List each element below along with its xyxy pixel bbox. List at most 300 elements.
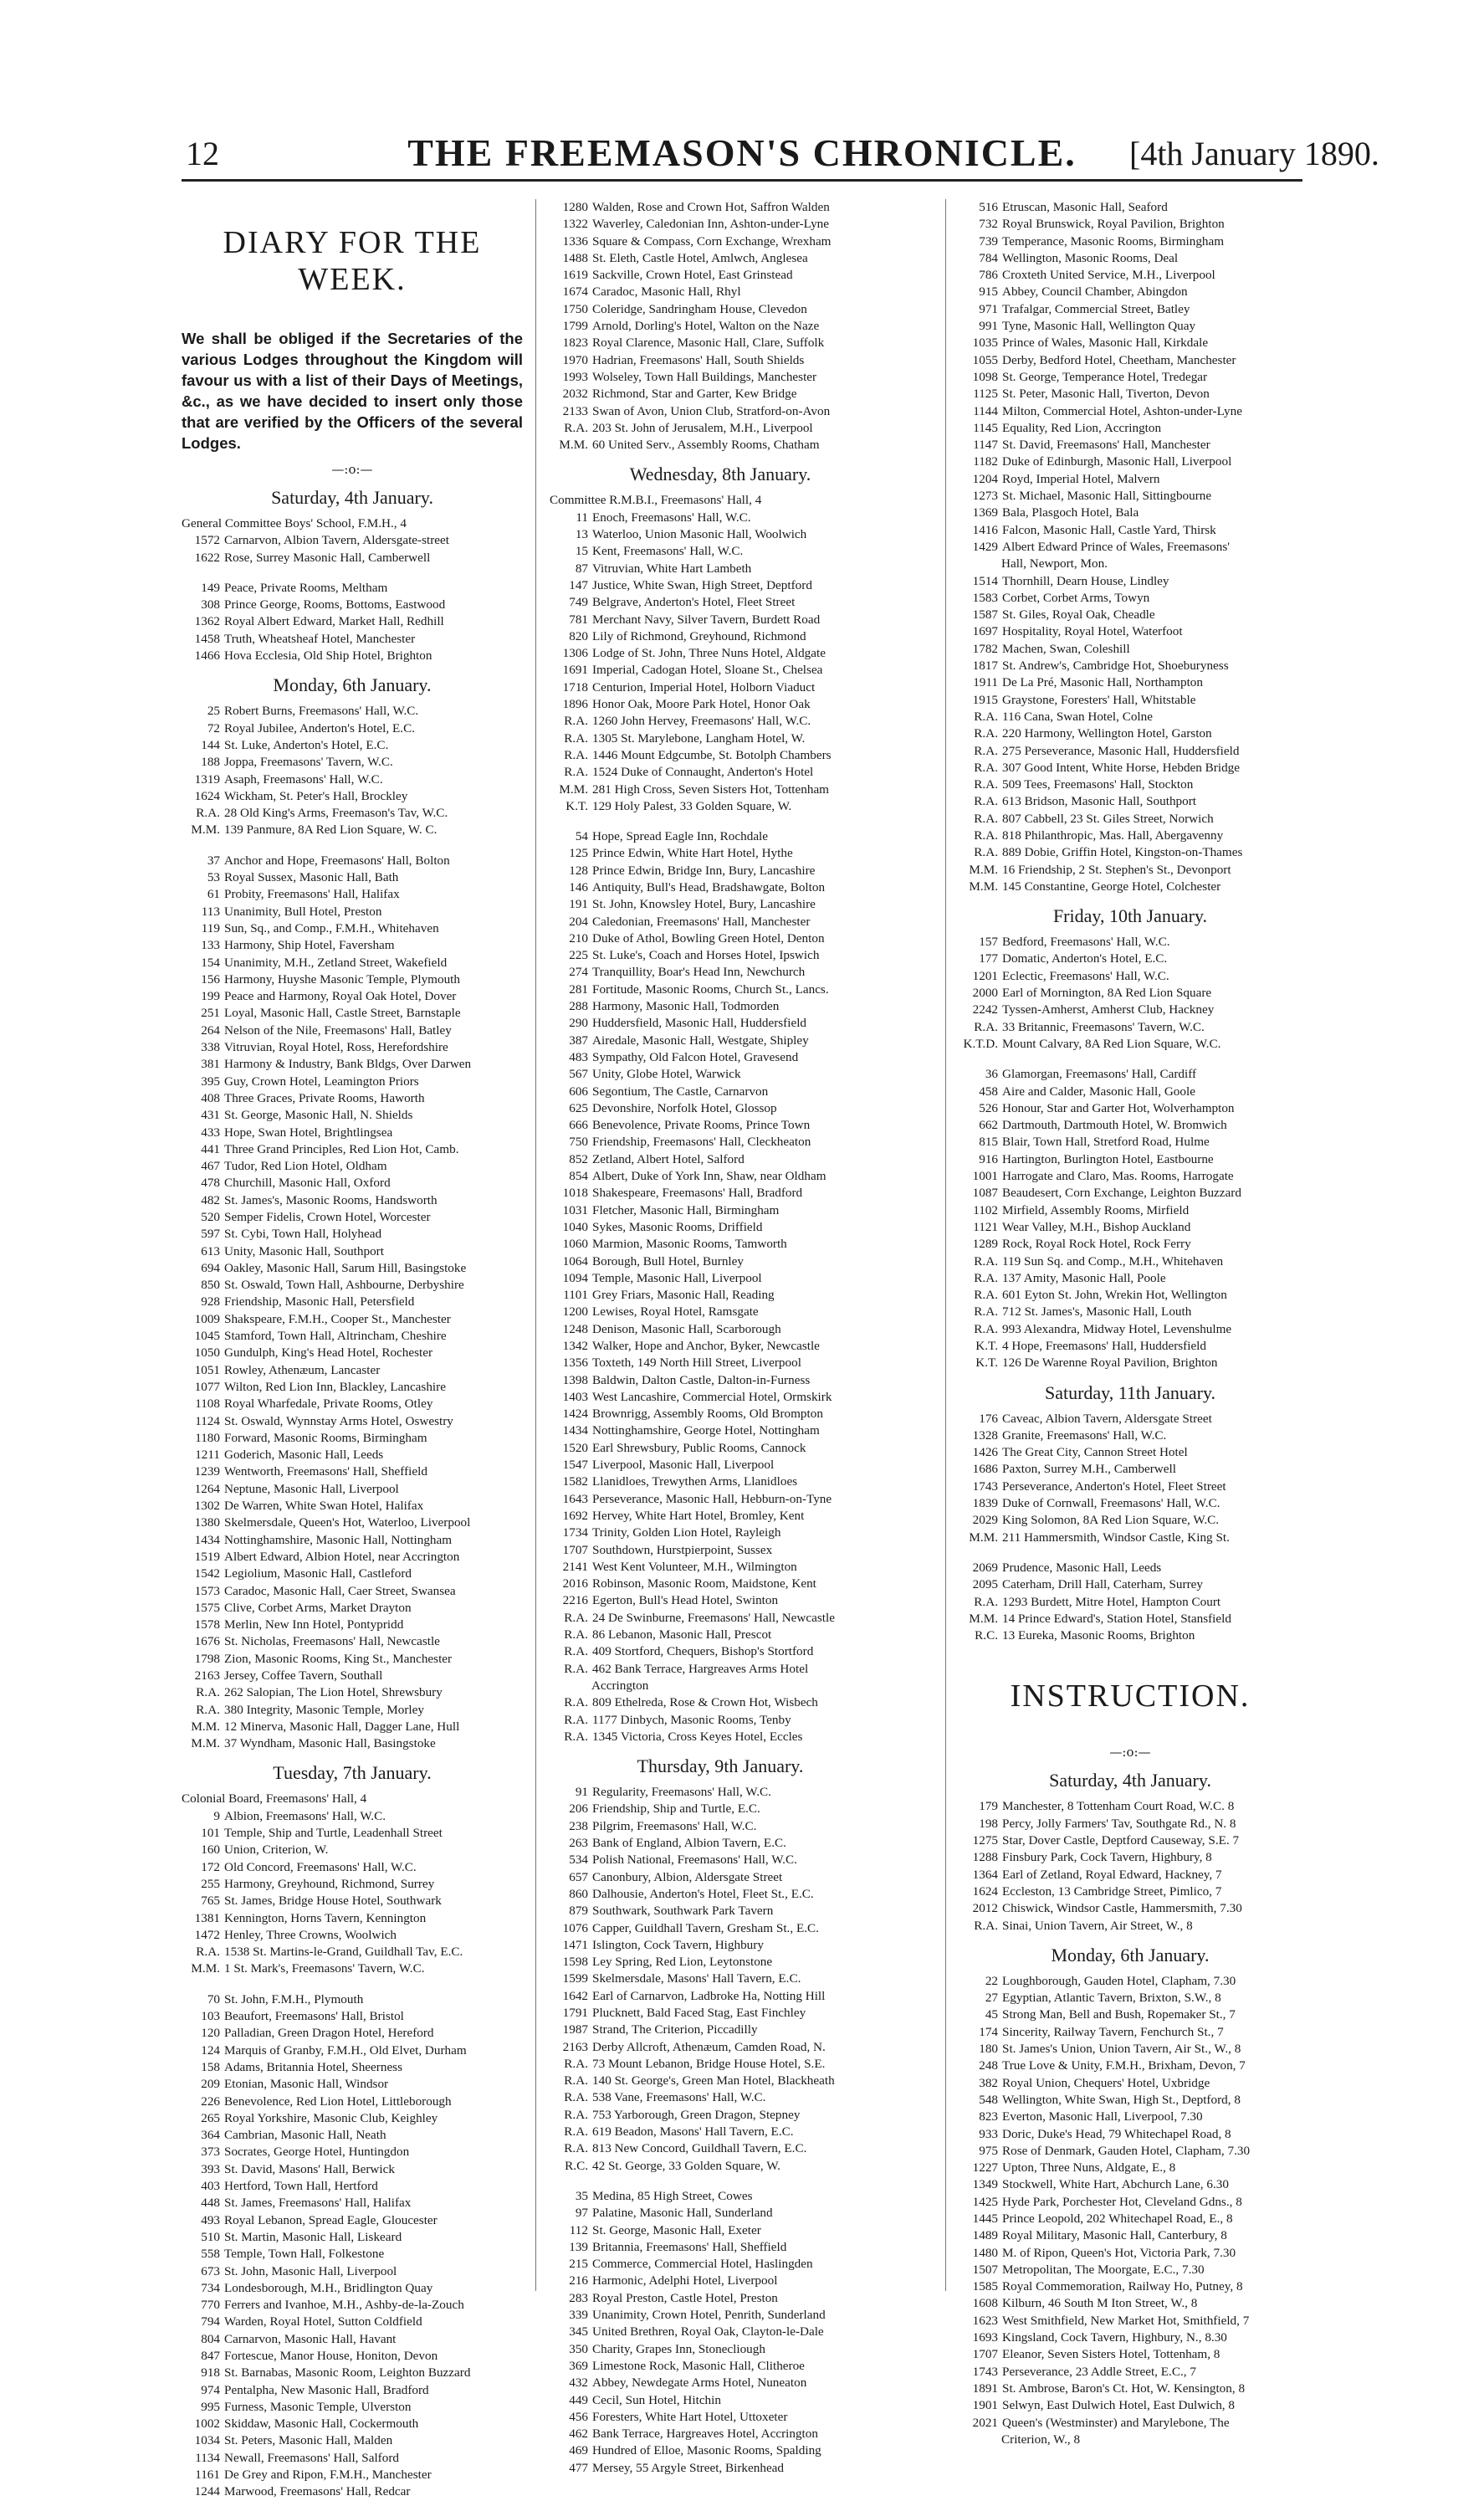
lodge-entry [959,2381,1301,2397]
lodge-entry [550,199,891,216]
lodge-entry [182,1294,523,1310]
lodge-number: R.A. [974,828,998,843]
lodge-details: Churchill, Masonic Hall, Oxford [224,1176,391,1191]
lodge-entry [550,679,891,696]
lodge-entry [550,2460,891,2477]
lodge-entry [550,1100,891,1117]
lodge-details: Hyde Park, Porchester Hot, Cleveland Gdns., 8 [1002,2194,1242,2209]
lodge-entry [959,879,1301,895]
lodge-entry [550,2239,891,2256]
lodge-number: 1180 [195,1430,220,1445]
lodge-details: Earl of Carnarvon, Ladbroke Ha, Notting Hill [592,1988,826,2003]
lodge-number: R.A. [564,1627,588,1643]
lodge-number: 113 [201,904,220,919]
lodge-details: St. Michael, Masonic Hall, Sittingbourne [1002,489,1212,504]
lodge-number: 1051 [194,1362,220,1377]
lodge-number: 87 [575,561,588,576]
lodge-entry [550,1033,891,1049]
lodge-number: K.T.D. [963,1036,998,1051]
lodge-entry [182,2432,523,2449]
lodge-entry [959,2227,1301,2244]
lodge-details: Etruscan, Masonic Hall, Seaford [1002,200,1168,214]
lodge-number: 112 [569,2222,588,2237]
lodge-details: Albert Edward, Albion Hotel, near Accrington [224,1549,460,1564]
lodge-entry [182,1549,523,1566]
lodge-number: 1547 [562,1458,588,1473]
lodge-number: 606 [569,1084,588,1099]
lodge-details: Kingsland, Cock Tavern, Highbury, N., 8.30 [1002,2330,1227,2345]
lodge-details: Marmion, Masonic Rooms, Tamworth [592,1237,787,1252]
lodge-number: 1001 [972,1169,998,1184]
lodge-entry [182,1481,523,1498]
lodge-details: M. of Ripon, Queen's Hot, Victoria Park, 7.30 [1002,2245,1236,2260]
lodge-entry [959,623,1301,640]
lodge-entry [182,1532,523,1549]
lodge-number: 1750 [562,301,588,316]
lodge-entry [182,1379,523,1396]
lodge-details: Trinity, Golden Lion Hotel, Rayleigh [592,1525,781,1540]
lodge-list [959,1560,1301,1644]
lodge-details: 993 Alexandra, Midway Hotel, Levenshulme [1002,1321,1232,1336]
lodge-number: 510 [201,2229,220,2244]
page-number: 12 [186,135,219,172]
instruction-separator: —:o:— [1109,1745,1151,1760]
lodge-entry [550,2290,891,2307]
lodge-entry [182,1808,523,1825]
lodge-entry [182,1362,523,1379]
lodge-details: Nelson of the Nile, Freemasons' Hall, Batley [224,1022,452,1038]
lodge-number: 283 [569,2290,588,2305]
lodge-number: 154 [201,955,220,970]
lodge-details: Falcon, Masonic Hall, Castle Yard, Thirsk [1002,522,1216,537]
lodge-details: Wilton, Red Lion Inn, Blackley, Lancashire [224,1379,446,1394]
lodge-entry [959,1411,1301,1427]
lodge-number: 483 [569,1049,588,1064]
lodge-details: Southdown, Hurstpierpoint, Sussex [592,1542,773,1557]
lodge-entry [550,1202,891,1219]
lodge-number: 158 [201,2059,220,2074]
lodge-details: 86 Lebanon, Masonic Hall, Prescot [592,1627,772,1643]
lodge-details: Devonshire, Norfolk Hotel, Glossop [592,1100,777,1115]
lodge-entry [959,437,1301,454]
lodge-entry [550,318,891,335]
lodge-entry [959,2211,1301,2227]
instruction-heading: INSTRUCTION. [1010,1678,1251,1714]
lodge-number: 915 [979,284,998,300]
lodge-entry [959,505,1301,521]
lodge-entry [550,1406,891,1422]
lodge-number: 732 [979,217,998,232]
lodge-details: Tyne, Masonic Hall, Wellington Quay [1002,319,1196,334]
lodge-entry [959,1990,1301,2006]
lodge-details: Trafalgar, Commercial Street, Batley [1002,301,1190,316]
lodge-list [182,515,523,566]
lodge-details: Albert Edward Prince of Wales, Freemasons' [1002,539,1231,554]
lodge-details: Hundred of Elloe, Masonic Rooms, Spalding [592,2443,821,2458]
lodge-number: 1201 [972,968,998,983]
lodge-number: 1489 [972,2228,998,2243]
lodge-details: Cecil, Sun Hotel, Hitchin [592,2392,721,2407]
lodge-details: St. Martin, Masonic Hall, Liskeard [224,2229,402,2244]
lodge-number: R.A. [564,2141,588,2156]
lodge-number: 206 [569,1801,588,1817]
lodge-details: Earl Shrewsbury, Public Rooms, Cannock [592,1440,806,1455]
lodge-entry [959,1530,1301,1546]
lodge-entry [550,1661,891,1678]
lodge-details: Gundulph, King's Head Hotel, Rochester [224,1345,433,1361]
lodge-list [959,1411,1301,1546]
lodge-number: 1077 [194,1379,220,1394]
lodge-entry [550,561,891,577]
lodge-details: Britannia, Freemasons' Hall, Sheffield [592,2239,787,2254]
lodge-details: Sykes, Masonic Rooms, Driffield [592,1219,763,1234]
lodge-entry [550,2056,891,2073]
lodge-details: Blair, Town Hall, Stretford Road, Hulme [1002,1135,1210,1150]
lodge-number: 288 [569,999,588,1014]
lodge-details: Unity, Globe Hotel, Warwick [592,1067,741,1082]
lodge-entry [550,1321,891,1338]
lodge-number: 820 [569,628,588,643]
lodge-number: 387 [569,1033,588,1048]
lodge-entry [959,284,1301,300]
lodge-details: Wickham, St. Peter's Hall, Brockley [224,788,408,803]
lodge-details: Kennington, Horns Tavern, Kennington [224,1910,427,1925]
lodge-list [182,1791,523,1977]
lodge-entry [959,318,1301,335]
lodge-details: Royal Brunswick, Royal Pavilion, Brighton [1002,217,1225,232]
lodge-details: 1524 Duke of Connaught, Anderton's Hotel [592,765,814,780]
lodge-entry [550,1988,891,2005]
lodge-list [182,580,523,664]
lodge-entry [959,2024,1301,2041]
lodge-entry [182,597,523,613]
lodge-details: Caradoc, Masonic Hall, Rhyl [592,284,741,300]
lodge-details: St. David, Freemasons' Hall, Manchester [1002,438,1210,453]
lodge-number: 433 [201,1125,220,1140]
lodge-details: Unanimity, Crown Hotel, Penrith, Sunderland [592,2308,826,2323]
diary-intro: We shall be obliged if the Secretaries of the various Lodges throughout the Kingdom will favour us with a list of their Days of Meetings, &c., as we have decided to insert only those that are verified by the Officers of the several Lodges. [182,330,523,452]
lodge-entry [182,904,523,920]
lodge-details: Croxteth United Service, M.H., Liverpool [1002,268,1215,283]
lodge-number: R.C. [975,1628,998,1643]
lodge-number: 879 [569,1904,588,1919]
lodge-entry [959,951,1301,967]
publication-title: THE FREEMASON'S CHRONICLE. [407,131,1077,174]
day-heading: Saturday, 11th January. [1044,1381,1216,1403]
lodge-details: Derby, Bedford Hotel, Cheetham, Manchester [1002,352,1236,367]
lodge-entry [550,420,891,437]
lodge-entry [550,1253,891,1270]
lodge-details: Kent, Freemasons' Hall, W.C. [592,544,744,559]
lodge-entry [550,2341,891,2358]
lodge-entry [182,2348,523,2365]
section-gap [182,1978,523,1991]
lodge-entry [959,641,1301,658]
lodge-number: R.A. [974,1594,998,1609]
lodge-entry [550,1304,891,1320]
lodge-number: 1707 [562,1542,588,1557]
lodge-details: Stockwell, White Hart, Abchurch Lane, 6.30 [1002,2177,1229,2192]
lodge-number: 339 [569,2308,588,2323]
lodge-number: 1799 [562,319,588,334]
day-heading: Monday, 6th January. [1051,1944,1210,1965]
lodge-entry: Committee R.M.B.I., Freemasons' Hall, 4 [550,493,762,508]
lodge-entry [550,782,891,798]
lodge-details: Prince of Wales, Masonic Hall, Kirkdale [1002,336,1209,351]
lodge-entry [182,2399,523,2416]
lodge-details: Hertford, Town Hall, Hertford [224,2179,378,2194]
lodge-number: 558 [201,2247,220,2262]
lodge-number: 786 [979,268,998,283]
lodge-number: R.A. [974,845,998,860]
lodge-entry [550,628,891,645]
lodge-number: 9 [213,1808,220,1823]
lodge-entry [550,1084,891,1100]
lodge-list [182,853,523,1753]
lodge-number: 381 [201,1057,220,1072]
lodge-entry [959,1236,1301,1253]
diary-heading: DIARY FOR THE WEEK. [223,225,482,297]
lodge-number: 850 [201,1278,220,1293]
lodge-number: 852 [569,1151,588,1166]
lodge-entry [550,1355,891,1371]
lodge-entry [550,696,891,713]
lodge-entry [182,1735,523,1752]
lodge-number: 991 [979,319,998,334]
lodge-details: Cambrian, Masonic Hall, Neath [224,2128,386,2143]
lodge-number: 215 [569,2257,588,2272]
lodge-number: 916 [979,1151,998,1166]
lodge-details: Royal Wharfedale, Private Rooms, Otley [224,1397,433,1412]
lodge-number: 1599 [562,1971,588,1986]
lodge-number: 1147 [973,438,998,453]
lodge-details: Harmony, Greyhound, Richmond, Surrey [224,1876,435,1891]
lodge-details: Dartmouth, Dartmouth Hotel, W. Bromwich [1002,1118,1227,1133]
lodge-entry [550,930,891,947]
lodge-details: King Solomon, 8A Red Lion Square, W.C. [1002,1513,1220,1528]
lodge-number: 1108 [195,1397,220,1412]
lodge-entry [182,1859,523,1876]
lodge-number: R.A. [564,1695,588,1710]
lodge-details: Royal Lebanon, Spread Eagle, Gloucester [224,2212,438,2227]
lodge-entry [550,526,891,543]
lodge-details: Metropolitan, The Moorgate, E.C., 7.30 [1002,2262,1205,2277]
lodge-number: 918 [201,2365,220,2381]
lodge-number: 1342 [562,1339,588,1353]
lodge-number: 1322 [562,217,588,232]
lodge-entry [182,1825,523,1842]
lodge-details: St. George, Masonic Hall, Exeter [592,2222,761,2237]
lodge-entry [182,2195,523,2211]
lodge-entry [182,2297,523,2314]
lodge-entry [182,1651,523,1668]
lodge-entry [550,301,891,318]
lodge-entry [550,1236,891,1253]
lodge-details: Mersey, 55 Argyle Street, Birkenhead [592,2460,785,2475]
lodge-details: St. James's Union, Union Tavern, Air St., W., 8 [1002,2042,1241,2057]
lodge-entry [550,335,891,351]
lodge-details: Nottinghamshire, Masonic Hall, Nottingham [224,1532,453,1547]
lodge-list [959,1798,1301,1934]
lodge-number: 750 [569,1135,588,1150]
lodge-entry [959,1461,1301,1478]
lodge-list-right [959,199,1301,1644]
lodge-entry [959,968,1301,985]
lodge-details: Fortitude, Masonic Rooms, Church St., Lancs. [592,981,829,997]
lodge-number: R.A. [564,420,588,435]
lodge-number: 1356 [562,1356,588,1371]
lodge-number: 1306 [562,646,588,661]
lodge-number: 1018 [562,1186,588,1201]
lodge-details: Robert Burns, Freemasons' Hall, W.C. [224,704,419,719]
lodge-details: West Kent Volunteer, M.H., Wilmington [592,1559,797,1574]
lodge-entry [550,798,891,815]
lodge-number: 1573 [194,1583,220,1598]
lodge-entry [959,1973,1301,1990]
lodge-entry [182,2246,523,2263]
lodge-number: 124 [201,2042,220,2058]
lodge-details: 307 Good Intent, White Horse, Hebden Bridge [1002,760,1241,775]
lodge-number: 1734 [562,1525,588,1540]
lodge-entry [182,1175,523,1192]
lodge-number: 54 [575,829,588,844]
lodge-details: Belgrave, Anderton's Hotel, Fleet Street [592,595,796,610]
lodge-number: R.A. [564,2090,588,2105]
lodge-details: Old Concord, Freemasons' Hall, W.C. [224,1859,417,1874]
lodge-details: 37 Wyndham, Masonic Hall, Basingstoke [224,1736,436,1751]
lodge-details: West Smithfield, New Market Hot, Smithfield, 7 [1002,2313,1250,2328]
lodge-entry [959,1270,1301,1287]
lodge-details: 889 Dobie, Griffin Hotel, Kingston-on-Thames [1002,845,1243,860]
lodge-number: 199 [201,989,220,1004]
lodge-number: 1598 [562,1955,588,1970]
lodge-entry [959,2245,1301,2262]
lodge-details: Caradoc, Masonic Hall, Caer Street, Swansea [224,1583,456,1598]
lodge-number: 174 [979,2024,998,2039]
lodge-entry [550,2158,891,2175]
lodge-number: 1045 [194,1329,220,1344]
lodge-entry [182,869,523,886]
lodge-entry [182,2331,523,2348]
day-heading: Saturday, 4th January. [1049,1770,1211,1791]
lodge-number: R.A. [564,1712,588,1727]
lodge-details: Friendship, Freemasons' Hall, Cleckheaton [592,1135,811,1150]
lodge-number: 248 [979,2058,998,2073]
lodge-entry [550,2409,891,2426]
lodge-details: 601 Eyton St. John, Wrekin Hot, Wellington [1002,1288,1227,1303]
lodge-number: 469 [569,2443,588,2458]
lodge-entry [550,1219,891,1236]
lodge-number: R.A. [974,794,998,809]
lodge-details: Hospitality, Royal Hotel, Waterfoot [1002,624,1183,639]
lodge-details: St. Eleth, Castle Hotel, Amlwch, Anglesea [592,250,808,265]
lodge-number: 1993 [562,369,588,384]
lodge-list [182,703,523,838]
lodge-number: 1424 [562,1407,588,1422]
lodge-details: The Great City, Cannon Street Hotel [1002,1445,1188,1460]
lodge-number: 520 [201,1209,220,1224]
lodge-number: 149 [201,580,220,595]
lodge-details: Palatine, Masonic Hall, Sunderland [592,2206,773,2221]
lodge-details: St. Andrew's, Cambridge Hot, Shoeburyness [1002,659,1229,674]
lodge-details: Hartington, Burlington Hotel, Eastbourne [1002,1151,1214,1166]
lodge-entry [959,1168,1301,1185]
lodge-entry [959,250,1301,267]
lodge-number: 53 [207,870,220,885]
lodge-entry [959,590,1301,607]
lodge-entry [550,1185,891,1202]
lodge-list [959,934,1301,1053]
lodge-entry [550,369,891,386]
lodge-entry [550,2426,891,2442]
lodge-entry [959,352,1301,369]
lodge-number: 613 [201,1243,220,1258]
lodge-number: 263 [569,1836,588,1851]
lodge-details: Toxteth, 149 North Hill Street, Liverpool [592,1356,801,1371]
lodge-entry [182,1960,523,1977]
lodge-number: 1328 [972,1427,998,1443]
lodge-entry [959,1479,1301,1495]
lodge-entry [550,730,891,747]
lodge-entry [550,1694,891,1711]
lodge-number: 1034 [194,2433,220,2448]
lodge-entry [550,896,891,913]
lodge-number: 2012 [972,1901,998,1916]
lodge-number: 1364 [972,1867,998,1882]
lodge-entry [550,2124,891,2140]
lodge-number: 2016 [562,1576,588,1591]
lodge-number: 1896 [562,697,588,712]
lodge-number: 975 [979,2143,998,2158]
lodge-number: 666 [569,1118,588,1133]
lodge-entry [182,1910,523,1927]
lodge-number: 382 [979,2075,998,2090]
lodge-details: Centurion, Imperial Hotel, Holborn Viaduct [592,679,816,694]
lodge-details: St. Nicholas, Freemasons' Hall, Newcastle [224,1634,440,1649]
lodge-details: Wentworth, Freemasons' Hall, Sheffield [224,1464,427,1479]
lodge-list [959,199,1301,895]
lodge-details: Coleridge, Sandringham House, Clevedon [592,301,807,316]
lodge-details: Earl of Mornington, 8A Red Lion Square [1002,986,1212,1001]
lodge-entry [550,1576,891,1592]
lodge-number: 1319 [194,771,220,787]
lodge-details: Kilburn, 46 South M Iton Street, W., 8 [1002,2296,1198,2311]
lodge-details: Milton, Commercial Hotel, Ashton-under-Lyne [1002,403,1242,418]
lodge-entry: Colonial Board, Freemasons' Hall, 4 [182,1791,367,1807]
lodge-number: 1273 [972,489,998,504]
lodge-entry [959,369,1301,386]
lodge-details: Wellington, Masonic Rooms, Deal [1002,250,1179,265]
lodge-details: Swan of Avon, Union Club, Stratford-on-Avon [592,403,831,418]
lodge-entry [182,1702,523,1719]
lodge-entry [182,1226,523,1243]
lodge-entry [182,2127,523,2144]
lodge-details: Perseverance, Masonic Hall, Hebburn-on-Tyne [592,1491,832,1506]
lodge-list [550,492,891,815]
lodge-details: Fortescue, Manor House, Honiton, Devon [224,2348,438,2363]
lodge-details: Graystone, Foresters' Hall, Whitstable [1002,692,1196,707]
lodge-entry [550,1937,891,1954]
lodge-number: 765 [201,1894,220,1909]
lodge-entry [959,1036,1301,1053]
lodge-list [182,1991,523,2501]
lodge-number: 1134 [195,2450,220,2465]
lodge-entry [182,1842,523,1858]
lodge-number: 1578 [194,1617,220,1632]
lodge-details: Walker, Hope and Anchor, Byker, Newcastle [592,1339,820,1353]
lodge-entry [959,1185,1301,1202]
lodge-entry [182,1243,523,1260]
